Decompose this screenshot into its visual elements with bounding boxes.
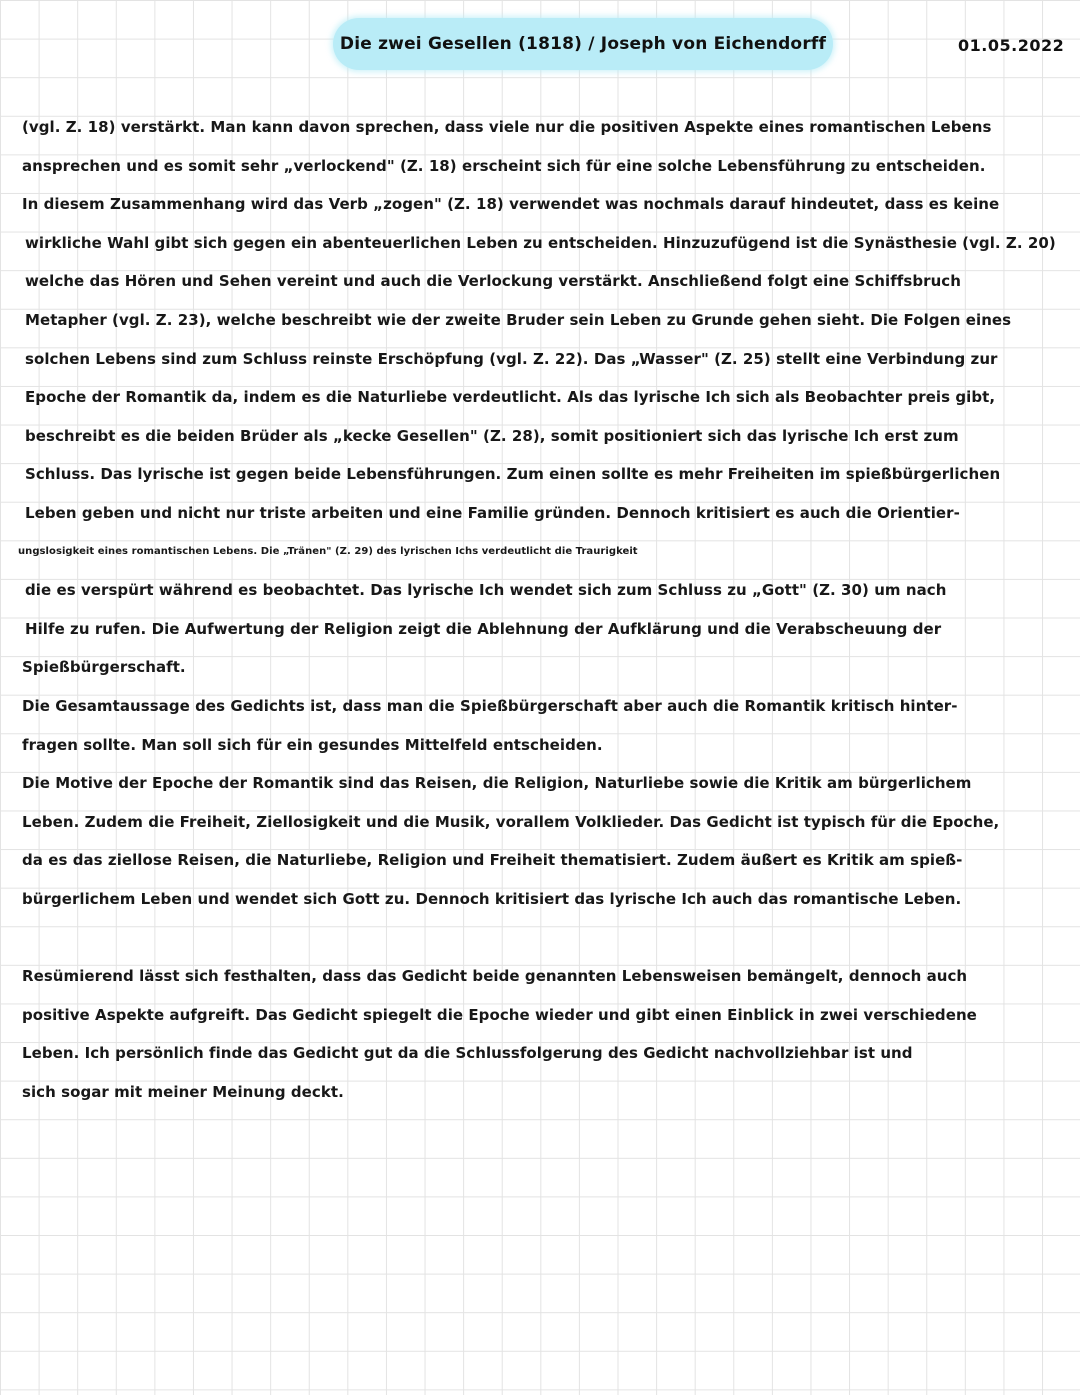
text-line: Die Motive der Epoche der Romantik sind das Reisen, die Religion, Naturliebe sowie die Kritik am bürgerlichem — [22, 774, 972, 793]
page-title: Die zwei Gesellen (1818) / Joseph von Eichendorff — [339, 34, 827, 54]
paragraph-motives — [22, 764, 1067, 918]
text-line: Hilfe zu rufen. Die Aufwertung der Religion zeigt die Ablehnung der Aufklärung und die Verabscheuung der — [25, 619, 942, 638]
text-line: In diesem Zusammenhang wird das Verb „zogen" (Z. 18) verwendet was nochmals darauf hindeutet, dass es keine — [22, 195, 1000, 214]
text-line: Leben. Ich persönlich finde das Gedicht gut da die Schlussfolgerung des Gedicht nachvollziehbar ist und — [22, 1044, 913, 1063]
text-line: Spießbürgerschaft. — [22, 658, 186, 677]
title-highlight — [333, 18, 833, 70]
paragraph-summary — [22, 687, 1067, 764]
text-line: welche das Hören und Sehen vereint und auch die Verlockung verstärkt. Anschließend folgt eine Schiffsbruch — [25, 272, 961, 291]
text-line: Leben. Zudem die Freiheit, Ziellosigkeit und die Musik, vorallem Volklieder. Das Gedicht ist typisch für die Epoche, — [22, 812, 1000, 831]
text-line: Schluss. Das lyrische ist gegen beide Lebensführungen. Zum einen sollte es mehr Freiheiten im spießbürgerlichen — [25, 465, 1001, 484]
text-line: da es das ziellose Reisen, die Naturliebe, Religion und Freiheit thematisiert. Zudem äußert es Kritik am spieß- — [22, 851, 963, 870]
text-line: positive Aspekte aufgreift. Das Gedicht spiegelt die Epoche wieder und gibt einen Einblick in zwei verschiedene — [22, 1005, 977, 1024]
paragraph-analysis — [18, 108, 1067, 687]
text-line: solchen Lebens sind zum Schluss reinste Erschöpfung (vgl. Z. 22). Das „Wasser" (Z. 25) stellt eine Verbindung zur — [25, 349, 998, 368]
text-line: Leben geben und nicht nur triste arbeiten und eine Familie gründen. Dennoch kritisiert es auch die Orientier- — [25, 503, 960, 522]
text-line: ungslosigkeit eines romantischen Lebens. Die „Tränen" (Z. 29) des lyrischen Ichs verdeutlicht die Traurigkeit — [18, 545, 638, 557]
page-date: 01.05.2022 — [958, 36, 1065, 55]
text-line: wirkliche Wahl gibt sich gegen ein abenteuerlichen Leben zu entscheiden. Hinzuzufügend ist die Synästhesie (vgl. Z. 20) — [25, 233, 1056, 252]
text-line: Metapher (vgl. Z. 23), welche beschreibt wie der zweite Bruder sein Leben zu Grunde gehen sieht. Die Folgen eines — [25, 310, 1012, 329]
text-line: Epoche der Romantik da, indem es die Naturliebe verdeutlicht. Als das lyrische Ich sich als Beobachter preis gibt, — [25, 388, 996, 407]
text-line: die es verspürt während es beobachtet. Das lyrische Ich wendet sich zum Schluss zu „Gott" (Z. 30) um nach — [25, 581, 947, 600]
text-line: fragen sollte. Man soll sich für ein gesundes Mittelfeld entscheiden. — [22, 735, 603, 754]
text-line: sich sogar mit meiner Meinung deckt. — [22, 1082, 344, 1101]
paragraph-gap — [22, 918, 1067, 957]
text-line: beschreibt es die beiden Brüder als „kecke Gesellen" (Z. 28), somit positioniert sich das lyrische Ich erst zum — [25, 426, 959, 445]
text-line: ansprechen und es somit sehr „verlockend" (Z. 18) erscheint sich für eine solche Lebensführung zu entscheiden. — [22, 156, 986, 175]
text-line: (vgl. Z. 18) verstärkt. Man kann davon sprechen, dass viele nur die positiven Aspekte eines romantischen Lebens — [22, 118, 992, 136]
essay-body — [18, 108, 1067, 1111]
paragraph-conclusion — [22, 957, 1067, 1111]
text-line: Resümierend lässt sich festhalten, dass das Gedicht beide genannten Lebensweisen bemängelt, dennoch auch — [22, 967, 968, 986]
page-header — [0, 0, 1080, 90]
text-line: Die Gesamtaussage des Gedichts ist, dass man die Spießbürgerschaft aber auch die Romantik kritisch hinter- — [22, 696, 958, 715]
text-line: bürgerlichem Leben und wendet sich Gott zu. Dennoch kritisiert das lyrische Ich auch das romantische Leben. — [22, 889, 962, 908]
